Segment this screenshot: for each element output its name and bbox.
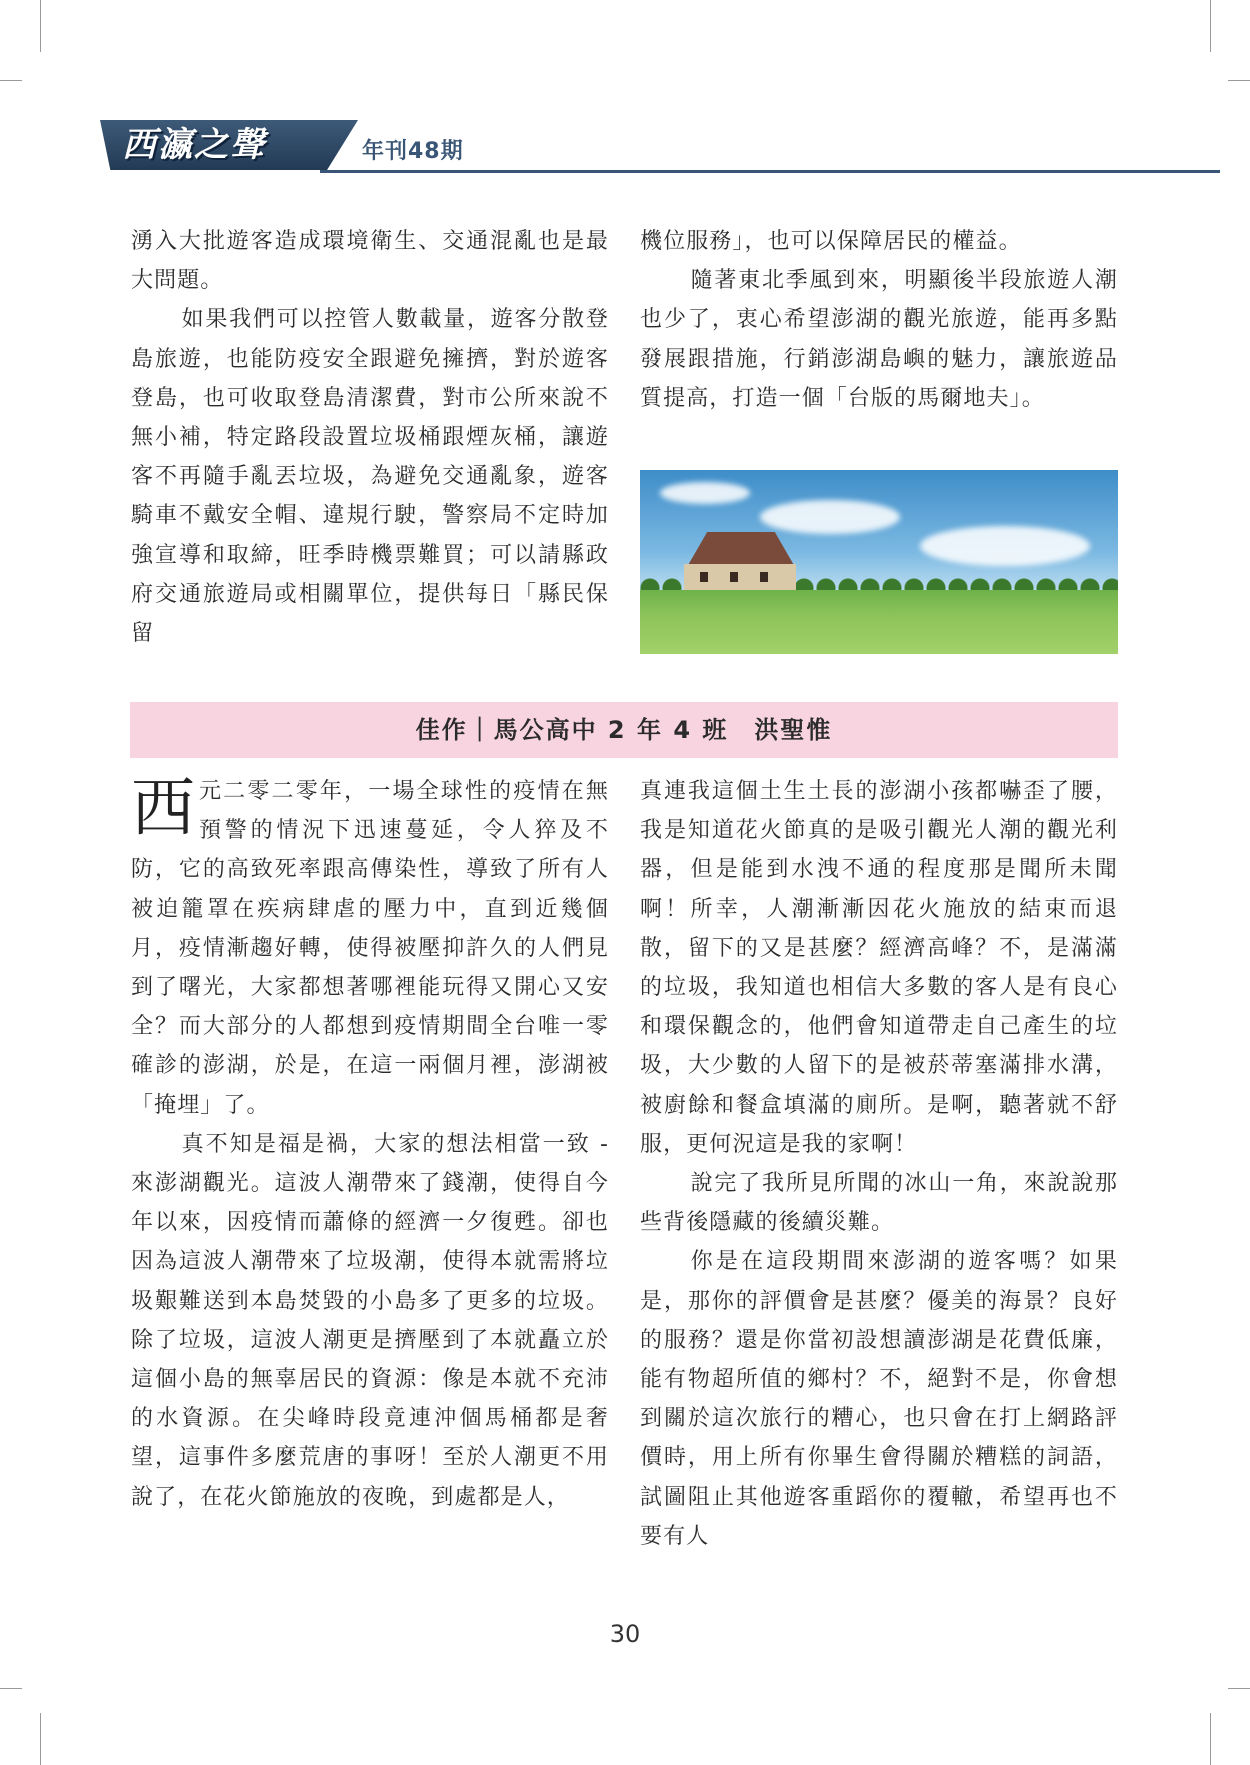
article-left-column bbox=[131, 772, 609, 1517]
article-right-column bbox=[640, 772, 1118, 1556]
paragraph: 你是在這段期間來澎湖的遊客嗎？如果是，那你的評價會是甚麼？優美的海景？良好的服務？還是你當初設想讀澎湖是花費低廉，能有物超所值的鄉村？不，絕對不是，你會想到關於這次旅行的糟心，也只會在打上網路評價時，用上所有你畢生會得關於糟糕的詞語，試圖阻止其他遊客重蹈你的覆轍，希望再也不要有人 bbox=[640, 1249, 1118, 1549]
top-left-column bbox=[131, 222, 609, 653]
paragraph: 如果我們可以控管人數載量，遊客分散登島旅遊，也能防疫安全跟避免擁擠，對於遊客登島，也可收取登島清潔費，對市公所來說不無小補，特定路段設置垃圾桶跟煙灰桶，讓遊客不再隨手亂丟垃圾，為避免交通亂象，遊客騎車不戴安全帽、違規行駛，警察局不定時加強宣導和取締，旺季時機票難買；可以請縣政府交通旅遊局或相關單位，提供每日「縣民保留 bbox=[131, 307, 609, 647]
paragraph: 機位服務」，也可以保障居民的權益。 bbox=[640, 229, 1022, 254]
photo-cloud bbox=[760, 500, 900, 534]
landscape-photo bbox=[640, 470, 1118, 654]
masthead bbox=[100, 112, 1120, 178]
photo-cloud bbox=[660, 482, 750, 504]
paragraph-text: 元二零二零年，一場全球性的疫情在無預警的情況下迅速蔓延，令人猝及不防，它的高致死率跟高傳染性，導致了所有人被迫籠罩在疾病肆虐的壓力中，直到近幾個月，疫情漸趨好轉，使得被壓抑許久的人們見到了曙光，大家都想著哪裡能玩得又開心又安全？而大部分的人都想到疫情期間全台唯一零確診的澎湖，於是，在這一兩個月裡，澎湖被「掩埋」了。 bbox=[131, 779, 609, 1118]
paragraph: 真連我這個土生土長的澎湖小孩都嚇歪了腰，我是知道花火節真的是吸引觀光人潮的觀光利器，但是能到水洩不通的程度那是聞所未聞啊！所幸，人潮漸漸因花火施放的結束而退散，留下的又是甚麼？經濟高峰？不，是滿滿的垃圾，我知道也相信大多數的客人是有良心和環保觀念的，他們會知道帶走自己產生的垃圾，大少數的人留下的是被菸蒂塞滿排水溝，被廚餘和餐盒填滿的廁所。是啊，聽著就不舒服，更何況這是我的家啊！ bbox=[640, 779, 1118, 1157]
photo-house-window bbox=[700, 572, 708, 582]
issue-label: 年刊48期 bbox=[362, 139, 464, 164]
crop-mark bbox=[40, 0, 41, 52]
photo-grass bbox=[640, 590, 1118, 654]
crop-mark bbox=[1228, 1688, 1250, 1689]
photo-house-window bbox=[760, 572, 768, 582]
paragraph: 隨著東北季風到來，明顯後半段旅遊人潮也少了，衷心希望澎湖的觀光旅遊，能再多點發展跟措施，行銷澎湖島嶼的魅力，讓旅遊品質提高，打造一個「台版的馬爾地夫」。 bbox=[640, 268, 1118, 411]
crop-mark bbox=[0, 1688, 22, 1689]
paragraph bbox=[131, 772, 609, 1125]
header-rule bbox=[320, 170, 1220, 173]
paragraph: 真不知是福是禍，大家的想法相當一致 - 來澎湖觀光。這波人潮帶來了錢潮，使得自今年以來，因疫情而蕭條的經濟一夕復甦。卻也因為這波人潮帶來了垃圾潮，使得本就需將垃圾艱難送到本島焚毀的小島多了更多的垃圾。除了垃圾，這波人潮更是擠壓到了本就矗立於這個小島的無辜居民的資源：像是本就不充沛的水資源。在尖峰時段竟連沖個馬桶都是奢望，這事件多麼荒唐的事呀！至於人潮更不用說了，在花火節施放的夜晚，到處都是人， bbox=[131, 1131, 609, 1510]
crop-mark bbox=[1228, 80, 1250, 81]
photo-cloud bbox=[920, 526, 1090, 566]
magazine-title: 西瀛之聲 bbox=[122, 125, 266, 165]
drop-cap: 西 bbox=[131, 772, 197, 846]
crop-mark bbox=[40, 1713, 41, 1765]
crop-mark bbox=[0, 80, 22, 81]
section-banner: 佳作｜馬公高中 2 年 4 班 洪聖惟 bbox=[130, 702, 1118, 758]
photo-house-window bbox=[730, 572, 738, 582]
paragraph: 說完了我所見所聞的冰山一角，來說說那些背後隱藏的後續災難。 bbox=[640, 1171, 1118, 1236]
crop-mark bbox=[1210, 0, 1211, 52]
top-right-column bbox=[640, 222, 1118, 418]
crop-mark bbox=[1210, 1713, 1211, 1765]
paragraph: 湧入大批遊客造成環境衛生、交通混亂也是最大問題。 bbox=[131, 229, 609, 294]
page-number: 30 bbox=[609, 1620, 641, 1648]
